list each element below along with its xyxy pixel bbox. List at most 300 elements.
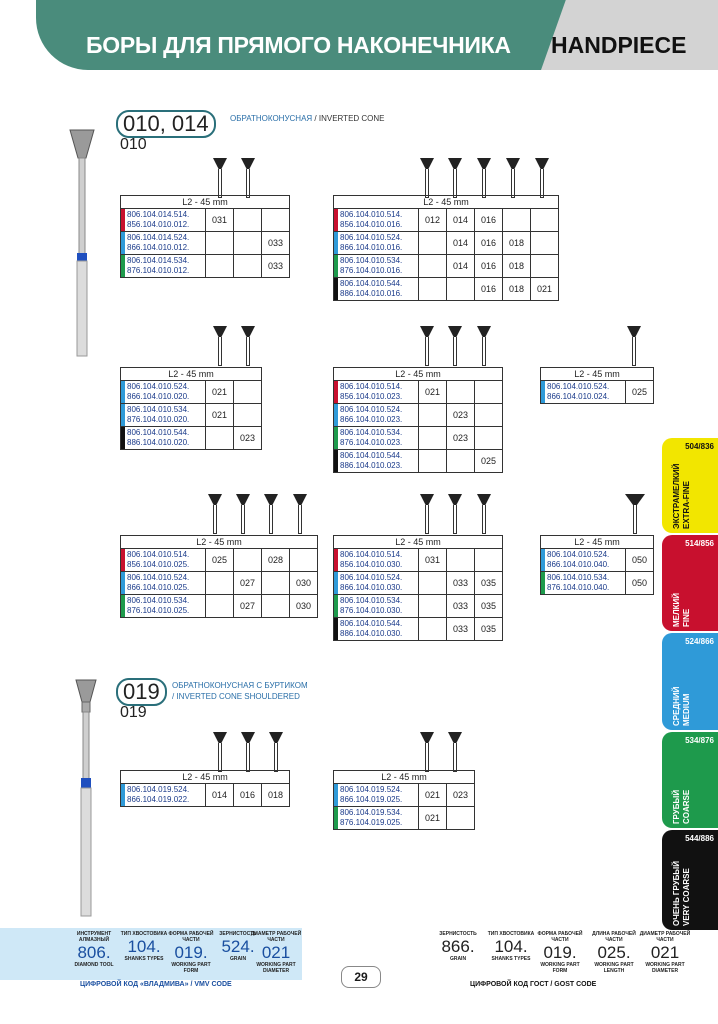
vmv-code: 806.104.010.524. (340, 233, 403, 242)
grain-label-ru: ОЧЕНЬ ГРУБЫЙ (672, 860, 681, 926)
legend-top: ЗЕРНИСТОСТЬ (219, 931, 257, 937)
grain-code: 504/836 (685, 442, 714, 451)
diameter-cell: 027 (234, 572, 262, 595)
diameter-cell (419, 427, 447, 450)
gost-code: 876.104.010.030. (340, 606, 403, 615)
bur-icon (293, 494, 307, 534)
gost-code: 886.104.010.020. (127, 438, 190, 447)
grain-color-bar (121, 404, 125, 426)
diameter-cell (503, 209, 531, 232)
legend-bot: SHANKS TYPES (491, 956, 531, 962)
diameter-cell (475, 427, 503, 450)
table-row (121, 784, 290, 807)
table-header: L2 - 45 mm (541, 368, 654, 381)
diameter-cell (419, 618, 447, 641)
gost-code: 866.104.010.020. (127, 392, 190, 401)
group1-code: 010 (120, 136, 147, 153)
product-code-cell (121, 784, 206, 807)
grain-code: 514/856 (685, 539, 714, 548)
gost-code: 866.104.010.030. (340, 583, 403, 592)
bur-icon (535, 158, 549, 198)
product-code-cell (334, 255, 419, 278)
product-table-10 (333, 770, 475, 830)
diameter-cell: 023 (447, 427, 475, 450)
legend-val: 019. (174, 943, 208, 962)
legend-bot: GRAIN (229, 956, 247, 962)
diameter-cell: 018 (262, 784, 290, 807)
bur-icon (264, 494, 278, 534)
grain-color-bar (121, 232, 125, 254)
vmv-code: 806.104.014.524. (127, 233, 190, 242)
legend-bot: WORKING PART DIAMETER (645, 962, 685, 974)
diameter-cell (290, 549, 318, 572)
product-code-cell (334, 404, 419, 427)
diameter-cell (475, 381, 503, 404)
vmv-code: 806.104.010.534. (340, 596, 403, 605)
diameter-cell (234, 381, 262, 404)
product-table-5 (540, 367, 654, 404)
grain-label-ru: МЕЛКИЙ (672, 593, 681, 627)
vmv-code: 806.104.010.534. (340, 256, 403, 265)
product-table-3 (120, 367, 262, 450)
vmv-code: 806.104.010.514. (340, 550, 403, 559)
diameter-cell: 025 (626, 381, 654, 404)
vmv-code: 806.104.010.534. (127, 405, 190, 414)
gost-code: 866.104.010.023. (340, 415, 403, 424)
gost-code: 886.104.010.016. (340, 289, 403, 298)
product-code-cell (121, 595, 206, 618)
grain-code: 524/866 (685, 637, 714, 646)
diameter-cell: 018 (503, 278, 531, 301)
table-row (334, 807, 475, 830)
diameter-cell (419, 232, 447, 255)
group1-title-sep: / (312, 114, 319, 123)
bur-icons-table-4 (415, 326, 505, 366)
product-table-9 (120, 770, 290, 807)
vmv-code: 806.104.019.524. (127, 785, 190, 794)
grain-label-en: FINE (682, 608, 691, 627)
diameter-cell: 021 (419, 784, 447, 807)
legend-bot: WORKING PART FORM (171, 962, 211, 974)
diameter-cell: 050 (626, 549, 654, 572)
legend-val: 021 (261, 943, 291, 962)
bur-tool-image-2 (68, 678, 104, 918)
diameter-cell: 033 (262, 232, 290, 255)
product-table-1 (120, 195, 290, 278)
bur-icons-table-9 (210, 732, 290, 772)
diameter-cell: 025 (206, 549, 234, 572)
table-header: L2 - 45 mm (541, 536, 654, 549)
diameter-cell: 021 (206, 381, 234, 404)
legend-column (432, 931, 484, 962)
table-row (541, 381, 654, 404)
vmv-code-legend (0, 928, 302, 980)
table-row (334, 572, 503, 595)
grain-color-bar (541, 572, 545, 594)
diameter-cell: 021 (206, 404, 234, 427)
grain-color-bar (334, 618, 338, 640)
table-header: L2 - 45 mm (334, 536, 503, 549)
grain-label-ru: СРЕДНИЙ (672, 686, 681, 726)
bur-icon (213, 732, 227, 772)
vmv-code: 806.104.010.534. (127, 596, 190, 605)
product-code-cell (334, 427, 419, 450)
grain-label-ru: ЭКСТРАМЕЛКИЙ (672, 463, 681, 529)
product-code-cell (121, 255, 206, 278)
grain-color-bar (334, 232, 338, 254)
diameter-cell (531, 232, 559, 255)
legend-column (588, 931, 640, 974)
product-code-cell (334, 572, 419, 595)
bur-icon (420, 494, 434, 534)
product-code-cell (541, 572, 626, 595)
gost-code: 866.104.010.012. (127, 243, 190, 252)
grain-color-bar (121, 549, 125, 571)
gost-code: 876.104.010.020. (127, 415, 190, 424)
gost-code: 876.104.010.025. (127, 606, 190, 615)
gost-code: 876.104.010.023. (340, 438, 403, 447)
grain-color-bar (334, 450, 338, 472)
legend-column (639, 931, 691, 974)
legend-top: ТИП ХВОСТОВИКА (487, 931, 535, 937)
bur-icon (420, 158, 434, 198)
group2-title-en: / INVERTED CONE SHOULDERED (172, 692, 300, 701)
footer-vmv-code: ЦИФРОВОЙ КОД «ВЛАДМИВА» / VMV CODE (80, 981, 232, 988)
diameter-cell: 021 (419, 807, 447, 830)
diameter-cell (447, 278, 475, 301)
grain-color-bar (334, 784, 338, 806)
diameter-cell: 021 (531, 278, 559, 301)
legend-val: 021 (650, 943, 680, 962)
grain-tab-extra-fine (662, 438, 718, 533)
grain-label-en: VERY COARSE (682, 868, 691, 926)
diameter-cell: 014 (447, 232, 475, 255)
gost-code: 856.104.010.030. (340, 560, 403, 569)
diameter-cell (206, 427, 234, 450)
diameter-cell: 035 (475, 572, 503, 595)
bur-icon (420, 326, 434, 366)
bur-icon (506, 158, 520, 198)
table-row (334, 595, 503, 618)
group2-code: 019 (120, 704, 147, 721)
grain-color-bar (121, 209, 125, 231)
bur-icon (213, 326, 227, 366)
grain-label-en: EXTRA-FINE (682, 481, 691, 529)
diameter-cell (419, 595, 447, 618)
diameter-cell (234, 404, 262, 427)
gost-code: 866.104.010.016. (340, 243, 403, 252)
bur-icon (420, 732, 434, 772)
grain-color-bar (334, 572, 338, 594)
diameter-cell: 014 (447, 209, 475, 232)
diameter-cell: 027 (234, 595, 262, 618)
legend-top: ФОРМА РАБОЧЕЙ ЧАСТИ (168, 931, 214, 943)
table-row (334, 427, 503, 450)
group1-title-en: INVERTED CONE (318, 114, 385, 123)
legend-val: 806. (77, 943, 111, 962)
table-row (334, 232, 559, 255)
product-code-cell (334, 232, 419, 255)
group2-code-box: 019 (116, 678, 167, 706)
grain-color-bar (334, 549, 338, 571)
legend-top: ДИАМЕТР РАБОЧЕЙ ЧАСТИ (250, 931, 302, 943)
product-code-cell (121, 232, 206, 255)
legend-val: 025. (597, 943, 631, 962)
table-header: L2 - 45 mm (121, 536, 318, 549)
legend-column (250, 931, 302, 974)
diameter-cell: 050 (626, 572, 654, 595)
bur-icons-table-7 (415, 494, 505, 534)
grain-color-bar (121, 427, 125, 449)
grain-code: 534/876 (685, 736, 714, 745)
product-table-7 (333, 535, 503, 641)
bur-icons-table-3 (210, 326, 260, 366)
diameter-cell (262, 595, 290, 618)
diameter-cell: 016 (234, 784, 262, 807)
product-table-2 (333, 195, 559, 301)
group2-title-ru: ОБРАТНОКОНУСНАЯ С БУРТИКОМ (172, 681, 308, 690)
grain-color-bar (334, 381, 338, 403)
product-code-cell (121, 381, 206, 404)
grain-tab-medium (662, 633, 718, 730)
diameter-cell: 033 (262, 255, 290, 278)
grain-color-bar (121, 381, 125, 403)
grain-color-bar (334, 278, 338, 300)
bur-icons-table-2 (415, 158, 560, 198)
group1-title-ru: ОБРАТНОКОНУСНАЯ (230, 114, 313, 123)
footer-gost-code: ЦИФРОВОЙ КОД ГОСТ / GOST CODE (470, 981, 597, 988)
legend-bot: WORKING PART DIAMETER (256, 962, 296, 974)
vmv-code: 806.104.010.544. (340, 619, 403, 628)
grain-label-en: MEDIUM (682, 693, 691, 726)
bur-icon (448, 494, 462, 534)
product-table-8 (540, 535, 654, 595)
grain-color-bar (541, 381, 545, 403)
diameter-cell (447, 549, 475, 572)
vmv-code: 806.104.010.544. (127, 428, 190, 437)
product-code-cell (334, 595, 419, 618)
diameter-cell (531, 255, 559, 278)
diameter-cell (447, 807, 475, 830)
diameter-cell: 035 (475, 595, 503, 618)
bur-icon (208, 494, 222, 534)
vmv-code: 806.104.010.534. (547, 573, 610, 582)
bur-icon (477, 494, 491, 534)
bur-icons-table-6 (205, 494, 315, 534)
gost-code: 876.104.010.016. (340, 266, 403, 275)
grain-color-bar (334, 404, 338, 426)
bur-icons-table-1 (210, 158, 260, 198)
legend-top: ФОРМА РАБОЧЕЙ ЧАСТИ (537, 931, 583, 943)
diameter-cell (234, 549, 262, 572)
diameter-cell: 033 (447, 572, 475, 595)
grain-color-bar (121, 572, 125, 594)
diameter-cell: 014 (447, 255, 475, 278)
legend-top: ТИП ХВОСТОВИКА (120, 931, 168, 937)
diameter-cell (447, 450, 475, 473)
legend-val: 866. (441, 937, 475, 956)
gost-code-legend (420, 928, 698, 980)
vmv-code: 806.104.014.514. (127, 210, 190, 219)
product-code-cell (334, 618, 419, 641)
grain-color-bar (334, 595, 338, 617)
group1-title (230, 113, 385, 124)
diameter-cell: 033 (447, 618, 475, 641)
table-row (334, 278, 559, 301)
bur-icon (269, 732, 283, 772)
diameter-cell: 014 (206, 784, 234, 807)
vmv-code: 806.104.010.524. (547, 382, 610, 391)
diameter-cell: 016 (475, 209, 503, 232)
grain-label-en: COARSE (682, 789, 691, 824)
bur-icon (627, 326, 641, 366)
group2-title (172, 680, 308, 702)
header-title-ru: БОРЫ ДЛЯ ПРЯМОГО НАКОНЕЧНИКА (86, 32, 511, 58)
grain-tab-coarse (662, 732, 718, 828)
grain-color-bar (334, 255, 338, 277)
product-code-cell (334, 807, 419, 830)
product-code-cell (121, 209, 206, 232)
product-code-cell (541, 381, 626, 404)
header-title-en: HANDPIECE (551, 32, 687, 58)
diameter-cell (234, 209, 262, 232)
table-row (121, 404, 262, 427)
gost-code: 886.104.010.030. (340, 629, 403, 638)
table-header: L2 - 45 mm (121, 771, 290, 784)
legend-column (118, 931, 170, 962)
product-code-cell (334, 450, 419, 473)
grain-color-bar (334, 209, 338, 231)
table-header: L2 - 45 mm (121, 368, 262, 381)
bur-icon (241, 326, 255, 366)
grain-color-bar (121, 784, 125, 806)
legend-column (485, 931, 537, 962)
bur-icons-table-8 (625, 494, 647, 534)
legend-bot: WORKING PART FORM (540, 962, 580, 974)
vmv-code: 806.104.014.534. (127, 256, 190, 265)
table-row (121, 595, 318, 618)
diameter-cell (419, 572, 447, 595)
diameter-cell (206, 255, 234, 278)
diameter-cell: 035 (475, 618, 503, 641)
grain-color-bar (541, 549, 545, 571)
bur-icon (477, 326, 491, 366)
group1-code-box: 010, 014 (116, 110, 216, 138)
gost-code: 866.104.019.025. (340, 795, 403, 804)
diameter-cell (419, 255, 447, 278)
table-row (334, 618, 503, 641)
diameter-cell: 018 (503, 232, 531, 255)
legend-column (68, 931, 120, 968)
diameter-cell: 030 (290, 595, 318, 618)
diameter-cell: 021 (419, 381, 447, 404)
grain-color-bar (121, 595, 125, 617)
diameter-cell: 016 (475, 278, 503, 301)
product-code-cell (334, 549, 419, 572)
vmv-code: 806.104.010.534. (340, 428, 403, 437)
grain-code: 544/886 (685, 834, 714, 843)
bur-icon (241, 158, 255, 198)
gost-code: 866.104.019.022. (127, 795, 190, 804)
bur-icon (477, 158, 491, 198)
page-number: 29 (341, 966, 381, 988)
legend-val: 524. (221, 937, 255, 956)
vmv-code: 806.104.010.524. (127, 382, 190, 391)
diameter-cell (531, 209, 559, 232)
table-row (334, 450, 503, 473)
legend-top: ИНСТРУМЕНТ АЛМАЗНЫЙ (76, 931, 112, 943)
table-row (334, 784, 475, 807)
diameter-cell (475, 404, 503, 427)
legend-bot: WORKING PART LENGTH (594, 962, 634, 974)
product-code-cell (121, 404, 206, 427)
table-row (121, 572, 318, 595)
diameter-cell (419, 278, 447, 301)
diameter-cell: 023 (447, 404, 475, 427)
gost-code: 866.104.010.040. (547, 560, 610, 569)
grain-color-bar (334, 807, 338, 829)
table-row (121, 209, 290, 232)
table-header: L2 - 45 mm (121, 196, 290, 209)
bur-icon (448, 158, 462, 198)
bur-icon (625, 494, 645, 534)
legend-val: 104. (494, 937, 528, 956)
table-row (121, 255, 290, 278)
gost-code: 866.104.010.025. (127, 583, 190, 592)
gost-code: 876.104.010.012. (127, 266, 190, 275)
grain-label-ru: ГРУБЫЙ (672, 789, 681, 824)
table-header: L2 - 45 mm (334, 368, 503, 381)
diameter-cell (234, 255, 262, 278)
diameter-cell (419, 404, 447, 427)
vmv-code: 806.104.010.524. (340, 405, 403, 414)
legend-top: ДЛИНА РАБОЧЕЙ ЧАСТИ (592, 931, 636, 943)
vmv-code: 806.104.010.544. (340, 451, 403, 460)
table-row (334, 209, 559, 232)
diameter-cell (447, 381, 475, 404)
gost-code: 876.104.010.040. (547, 583, 610, 592)
bur-icon (448, 326, 462, 366)
table-header: L2 - 45 mm (334, 771, 475, 784)
table-row (541, 572, 654, 595)
diameter-cell: 031 (206, 209, 234, 232)
product-code-cell (334, 381, 419, 404)
bur-icon (236, 494, 250, 534)
grain-tab-very-coarse (662, 830, 718, 930)
diameter-cell: 018 (503, 255, 531, 278)
table-row (334, 381, 503, 404)
legend-val: 019. (543, 943, 577, 962)
diameter-cell: 016 (475, 255, 503, 278)
legend-bot: DIAMOND TOOL (74, 962, 114, 968)
bur-tool-image-1 (64, 128, 100, 358)
bur-icon (213, 158, 227, 198)
diameter-cell (206, 572, 234, 595)
diameter-cell (419, 450, 447, 473)
page-header (36, 0, 718, 70)
vmv-code: 806.104.010.524. (340, 573, 403, 582)
legend-top: ЗЕРНИСТОСТЬ (439, 931, 477, 937)
product-table-6 (120, 535, 318, 618)
diameter-cell: 030 (290, 572, 318, 595)
product-code-cell (334, 209, 419, 232)
diameter-cell (262, 572, 290, 595)
vmv-code: 806.104.010.524. (127, 573, 190, 582)
vmv-code: 806.104.019.534. (340, 808, 403, 817)
bur-icon (241, 732, 255, 772)
table-row (334, 255, 559, 278)
bur-icon (448, 732, 462, 772)
